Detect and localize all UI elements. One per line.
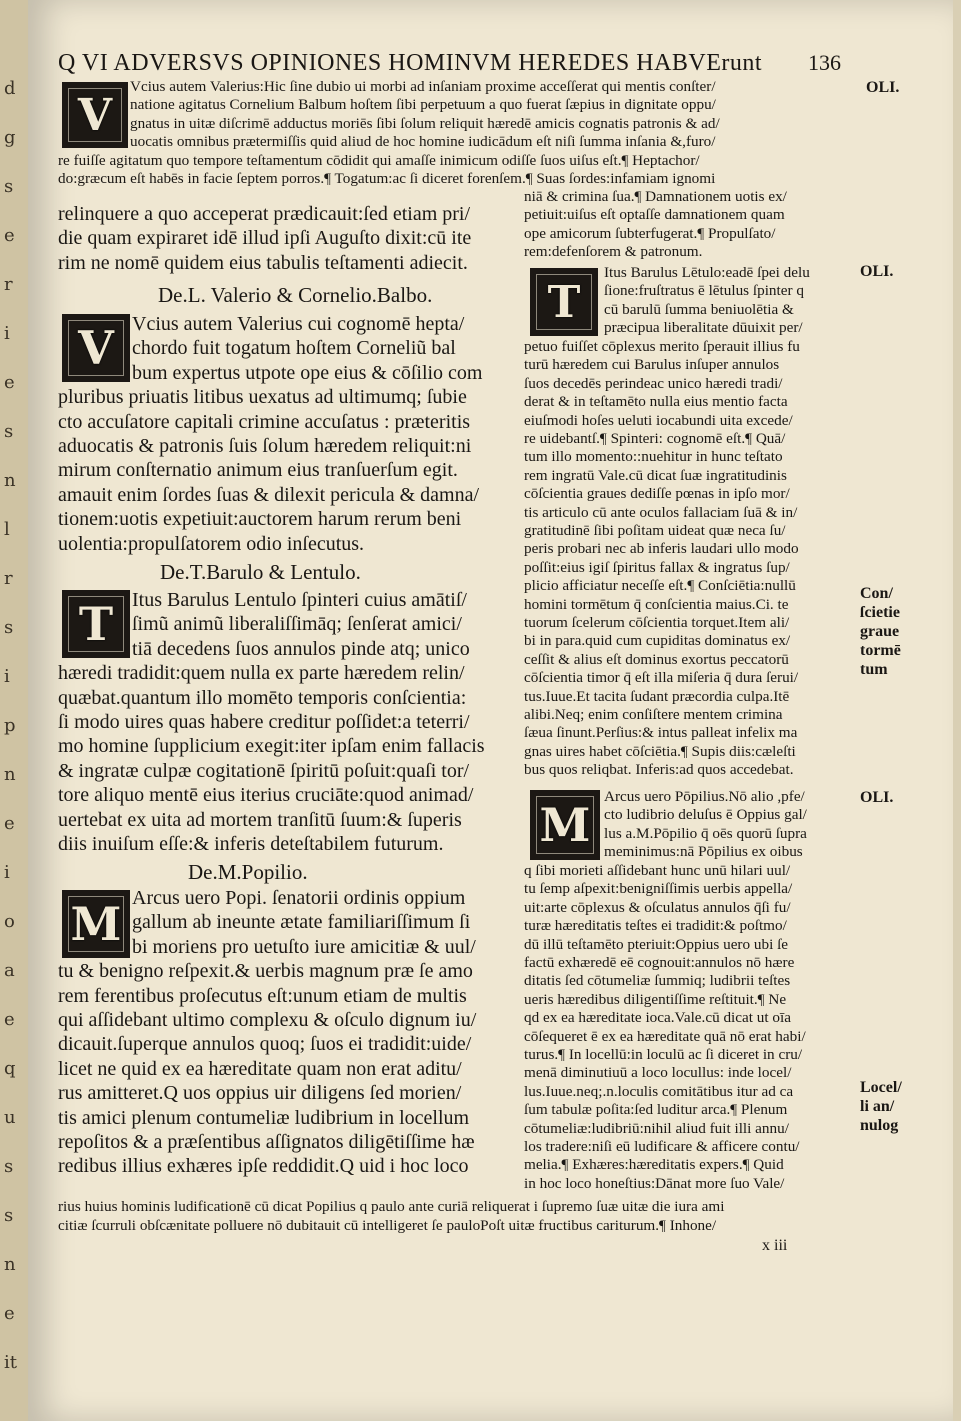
decorated-initial-t-right: T [530, 268, 598, 336]
commentary-line: præcipua liberalitate dūuixit per/ [604, 319, 803, 337]
commentary-line: poſſit:eius igiſ ſpiritus fallax & ingratus ſup/ [524, 558, 790, 576]
edge-glyph: n [4, 1254, 16, 1275]
decorated-initial-v-top: V [62, 82, 128, 148]
running-header: Q VI ADVERSVS OPINIONES HOMINVM HEREDES HABVErunt [58, 50, 763, 76]
commentary-line: homini tormētum q̄ conſcientia maius.Ci. te [524, 595, 789, 613]
edge-glyph: i [4, 323, 10, 344]
decorated-initial-m-right: M [530, 790, 600, 860]
margin-note-line: nulog [860, 1117, 899, 1134]
commentary-line: turus.¶ In locellū:in loculū ac ſi diceret in cru/ [524, 1046, 803, 1063]
commentary-line: melia.¶ Exhæres:hæreditatis expers.¶ Quid [524, 1156, 784, 1174]
commentary-line: ueris hæredibus diligentiſſime reſtituit.¶ Ne [524, 990, 787, 1008]
text-line: quæbat.quantum illo momēto temporis conſcientia: [58, 686, 467, 709]
commentary-line: petuo fuiſſet cōplexus merito ſperauit illius fu [524, 338, 800, 355]
commentary-line: ſione:fruſtratus ē lētulus ſpinter q [604, 282, 804, 300]
commentary-line: tus.Iuue.Et tacita ſudant præcordia culpa.Itē [524, 687, 790, 705]
commentary-line: citiæ ſcurruli obſcænitate polluere nō dubitauit cū intelligeret ſe pauloPoſt uitæ fructibus cariturum.¶ Inhone/ [58, 1217, 717, 1234]
commentary-line: do:græcum eſt habēs in facie ſeptem porros.¶ Togatum:ac ſi diceret forenſem.¶ Suas ſordes:infamiam ignomi [58, 170, 716, 187]
edge-glyph: s [4, 1205, 14, 1226]
decorated-initial-v-left: V [62, 314, 130, 382]
text-line: licet ne quid ex ea hæreditate quam non erat aditu/ [58, 1057, 462, 1080]
commentary-line: plicio afficiatur neceſſe eſt.¶ Conſciētia:nullū [524, 577, 796, 595]
text-line: rem ferentibus proſecutus eſt:unum etiam de multis [58, 984, 467, 1007]
commentary-line: natione agitatus Cornelium Balbum hoſtem ſibi perpetuum a quo fuerat ſæpius in dignitate oppu/ [130, 96, 716, 114]
text-line: bum expertus utpote ope eius & cōſilio com [132, 361, 483, 384]
text-line: cto accuſatore capitali crimine accuſatus : præteritis [58, 410, 471, 433]
text-line: tionem:uotis expetiuit:auctorem harum rerum beni [58, 508, 462, 531]
text-line: relinquere a quo acceperat prædicauit:ſed etiam pri/ [58, 203, 471, 225]
text-line: & ingratæ culpæ cogitationē ſpiritū poſuit:quaſi tor/ [58, 759, 470, 782]
commentary-line: peris probari nec ab inferis laudari ullo modo [524, 540, 799, 558]
edge-glyph: it [4, 1352, 17, 1373]
text-line: tu & benigno reſpexit.& uerbis magnum præ ſe amo [58, 960, 473, 983]
section-heading-valerio: De.L. Valerio & Cornelio.Balbo. [158, 283, 433, 307]
edge-glyph: d [4, 78, 16, 99]
text-line: mo homine ſupplicium exegit:iter ipſam enim fallacis [58, 735, 485, 758]
text-line: rim ne nomē quidem eius tabulis teſtamenti adiecit. [58, 251, 468, 274]
text-line: tiā decedens ſuos annulos pinde atq; unico [132, 637, 470, 660]
commentary-line: bi in para.quid cum cupiditas dominatus ex/ [524, 632, 791, 650]
commentary-line: ſæua ſinunt.Perſius:& intus palleat infelix ma [524, 724, 798, 742]
commentary-line: ope amicorum ſubterfugerat.¶ Propulſato/ [524, 224, 776, 242]
edge-glyph: e [4, 225, 15, 246]
margin-note-line: Locel/ [860, 1079, 902, 1096]
commentary-line: tum illo momento::nuehitur in hunc teſtato [524, 448, 783, 466]
commentary-line: derat & in teſtamēto nulla eius mentio facta [524, 393, 788, 411]
commentary-line: lus a.M.Pōpilio q̄ oēs quorū ſupra [604, 824, 807, 842]
edge-glyph: i [4, 862, 10, 883]
commentary-line: lus.Iuue.neq;.n.loculis comitātibus itur ad ca [524, 1082, 794, 1100]
commentary-line: cto ludibrio deluſus ē Oppius gal/ [604, 806, 807, 824]
edge-glyph: s [4, 176, 14, 197]
commentary-line: gnas uires habet cōſciētia.¶ Supis diis:cæleſti [524, 742, 796, 760]
edge-glyph: l [4, 519, 10, 540]
commentary-line: q ſibi morieti aſſidebant hunc unū hilari uul/ [524, 862, 791, 879]
text-line: repoſitos & a præſentibus aſſignatos diligētiſſime hæ [58, 1131, 475, 1153]
text-line: qui aſſidebant ultimo complexu & oſculo dignum iu/ [58, 1009, 477, 1031]
commentary-line: Itus Barulus Lētulo:eadē ſpei delu [604, 264, 810, 281]
text-line: gallum ab ineunte ætate familiariſſimum ſi [132, 911, 471, 934]
text-line: redibus illius exhæres ipſe reddidit.Q uid i hoc loco [58, 1155, 469, 1178]
text-line: tore aliquo mentē eius iterius cruciāte:quod animad/ [58, 784, 474, 807]
edge-glyph: r [4, 568, 13, 589]
commentary-line: in hoc loco honeſtius:Dānat more ſuo Vale/ [524, 1174, 785, 1192]
commentary-line: cōtumeliæ:ludibriū:nihil aliud fuit illi annu/ [524, 1119, 789, 1137]
commentary-line: factū exhæredē eē cognouit:annulos nō hære [524, 954, 795, 971]
commentary-line: ceſſit & alius eſt dominus exortus peccatorū [524, 650, 789, 668]
commentary-line: alibi.Neq; enim conſiſtere mentem crimina [524, 706, 783, 723]
margin-note-line: tormē [860, 642, 901, 659]
section-heading-popilio: De.M.Popilio. [188, 860, 308, 884]
commentary-line: turū hæredem cui Barulus inſuper annulos [524, 356, 780, 374]
edge-glyph: e [4, 372, 15, 393]
edge-glyph: o [4, 911, 15, 932]
commentary-line: uocatis omnibus prætermiſſis quid aliud de hoc homine iudicādum eſt niſi ſumma inſania &,furo/ [130, 133, 716, 151]
text-line: die quam expiraret idē illud ipſi Auguſto dixit:cū ite [58, 227, 472, 250]
commentary-line: tis articulo cū ante oculos fallaciam ſuā & in/ [524, 503, 798, 521]
text-line: aduocatis & patronis ſuis ſolum hæredem reliquit:ni [58, 435, 472, 457]
commentary-line: petiuit:uiſus eſt optaſſe damnationem quam [524, 206, 785, 224]
text-line: uolentia:propulſatorem odio inſecutus. [58, 532, 365, 555]
folio-number: 136 [808, 50, 841, 75]
commentary-line: ſum tabulæ poſita:ſed luditur arca.¶ Plenum [524, 1101, 788, 1119]
catchword: x iii [762, 1237, 788, 1254]
edge-glyph: s [4, 1156, 14, 1177]
commentary-line: bus quos reliqbat. Inferis:ad quos accedebat. [524, 761, 794, 779]
text-line: Arcus uero Popi. ſenatorii ordinis oppium [132, 887, 466, 909]
commentary-line: rem ingratū Vale.cū dicat ſuæ ingratitudinis [524, 466, 787, 484]
commentary-line: cōſequeret ē ex ea hæreditate quā nō erat habi/ [524, 1027, 806, 1045]
commentary-line: re uidebantſ.¶ Spinteri: cognomē eſt.¶ Quā/ [524, 430, 786, 447]
edge-glyph: e [4, 1009, 15, 1030]
commentary-line: tu ſemp aſpexit:benigniſſimis uerbis appella/ [524, 880, 793, 898]
edge-glyph: s [4, 617, 14, 638]
margin-note-line: li an/ [860, 1098, 895, 1115]
margin-note-line: ſcietie [860, 604, 900, 621]
commentary-line: los tradere:niſi eū ludificare & afficere contu/ [524, 1138, 800, 1155]
text-line: rus amitteret.Q uos oppius uir diligens ſed morien/ [58, 1082, 462, 1105]
edge-glyph: a [4, 960, 15, 981]
edge-glyph: e [4, 1303, 15, 1324]
text-line: ſi modo uires quas habere creditur poſſidet:a teterri/ [58, 711, 470, 733]
section-heading-barulo: De.T.Barulo & Lentulo. [160, 560, 361, 584]
text-line: Itus Barulus Lentulo ſpinteri cuius amātiſ/ [132, 589, 467, 611]
commentary-line: meminimus:nā Pōpilius ex oibus [604, 843, 803, 861]
commentary-line: gratitudinē ſibi poſitam uideat quæ neca ſu/ [524, 522, 786, 539]
previous-page-edge [0, 0, 28, 1421]
text-line: dicauit.ſuperque annulos quoq; ſuos ei tradidit:uide/ [58, 1033, 472, 1056]
margin-note-line: tum [860, 661, 888, 678]
text-line: Vcius autem Valerius cui cognomē hepta/ [132, 313, 465, 335]
commentary-line: rius huius hominis ludificationē cū dicat Popilius q paulo ante curiā reliquerat i ſupremo ſuæ uitæ die iura ami [58, 1198, 725, 1215]
commentary-line: cū barulū ſumma beniuolētia & [604, 300, 794, 318]
commentary-line: qd ex ea hæreditate ioca.Vale.cū dicat ut oīa [524, 1009, 791, 1027]
commentary-line: menā diminutiuū a loco locullus: inde locel/ [524, 1064, 792, 1082]
edge-glyph: r [4, 274, 13, 295]
commentary-line: niā & crimina ſua.¶ Damnationem uotis ex/ [524, 188, 787, 205]
text-line: chordo fuit togatum hoſtem Corneliũ bal [132, 337, 456, 360]
commentary-line: ditatis ſed cōtumeliæ ſummiq; ludibrii teſtes [524, 972, 791, 990]
edge-glyph: p [4, 715, 16, 736]
text-line: hæredi tradidit:quem nulla ex parte hæredem relin/ [58, 662, 465, 685]
commentary-line: ſuos decedēs perindeac unico hæredi tradi/ [524, 374, 783, 392]
margin-note-oli-3: OLI. [860, 789, 894, 806]
edge-glyph: q [4, 1058, 16, 1079]
decorated-initial-m-left: M [62, 890, 130, 958]
commentary-line: eiuſmodi hoſes ueluti iocabundi uita excede/ [524, 411, 793, 429]
edge-glyph: n [4, 764, 16, 785]
commentary-line: uit:arte cōplexus & oſculatus annulos q̄ſi fu/ [524, 898, 791, 916]
text-line: tis amici plenum contumeliæ ludibrium in locellum [58, 1106, 470, 1129]
text-line: uertebat ex uita ad mortem tranſitū ſuum:& ſuperis [58, 808, 462, 831]
edge-glyph: g [4, 127, 16, 148]
text-line: diis inuiſum eſſe:& inferis deteſtabilem futurum. [58, 833, 444, 855]
text-line: amauit enim ſordes ſuas & dilexit pericula & damna/ [58, 483, 479, 506]
edge-glyph: u [4, 1107, 16, 1128]
decorated-initial-t-left: T [62, 590, 130, 658]
commentary-line: rem:defenſorem & patronum. [524, 243, 703, 261]
text-line: ſimũ animũ liberaliſſimāq; ſenſerat amici/ [132, 613, 462, 636]
commentary-line: cōſcientia graues dediſſe pœnas in ipſo mor/ [524, 485, 790, 503]
edge-glyph: n [4, 470, 16, 491]
edge-glyph: s [4, 421, 14, 442]
margin-note-oli-2: OLI. [860, 263, 894, 280]
commentary-line: Vcius autem Valerius:Hic ſine dubio ui morbi ad inſaniam proxime acceſſerat qui mentis conſter/ [130, 78, 716, 95]
commentary-line: cōſcientia timor q̄ eſt illa miſeria q̄ dura ſerui/ [524, 669, 799, 687]
margin-note-line: Con/ [860, 585, 893, 602]
margin-note-line: graue [860, 623, 900, 640]
margin-note-oli-1: OLI. [866, 79, 900, 96]
commentary-line: gnatus in uitæ diſcrimē adductus moriēs ſibi ſolum reliquit hæredē amicis cognatis patronis & ad/ [130, 114, 720, 132]
commentary-line: tuorum ſcelerum cōſcientia torquet.Item ali/ [524, 614, 790, 631]
text-line: pluribus priuatis litibus uexatus ad ultimumq; ſubie [58, 386, 467, 409]
text-line: mirum conſternatio animum eius tranſuerſum egit. [58, 459, 458, 482]
edge-glyph: e [4, 813, 15, 834]
commentary-line: Arcus uero Pōpilius.Nō alio ,pfe/ [604, 788, 805, 805]
commentary-line: turæ hæreditatis teſtes ei tradidit:& poſtmo/ [524, 917, 787, 935]
text-line: bi moriens pro uetuſto iure amicitiæ & uul/ [132, 935, 476, 958]
edge-glyph: i [4, 666, 10, 687]
commentary-line: re fuiſſe agitatum quo tempore teſtamentum cōdidit qui amaſſe inimicum odiſſe ſuos uiſus eſt.¶ Heptachor/ [58, 151, 700, 169]
commentary-line: dū illū teſtamēto pteriuit:Oppius uero ubi ſe [524, 935, 789, 953]
